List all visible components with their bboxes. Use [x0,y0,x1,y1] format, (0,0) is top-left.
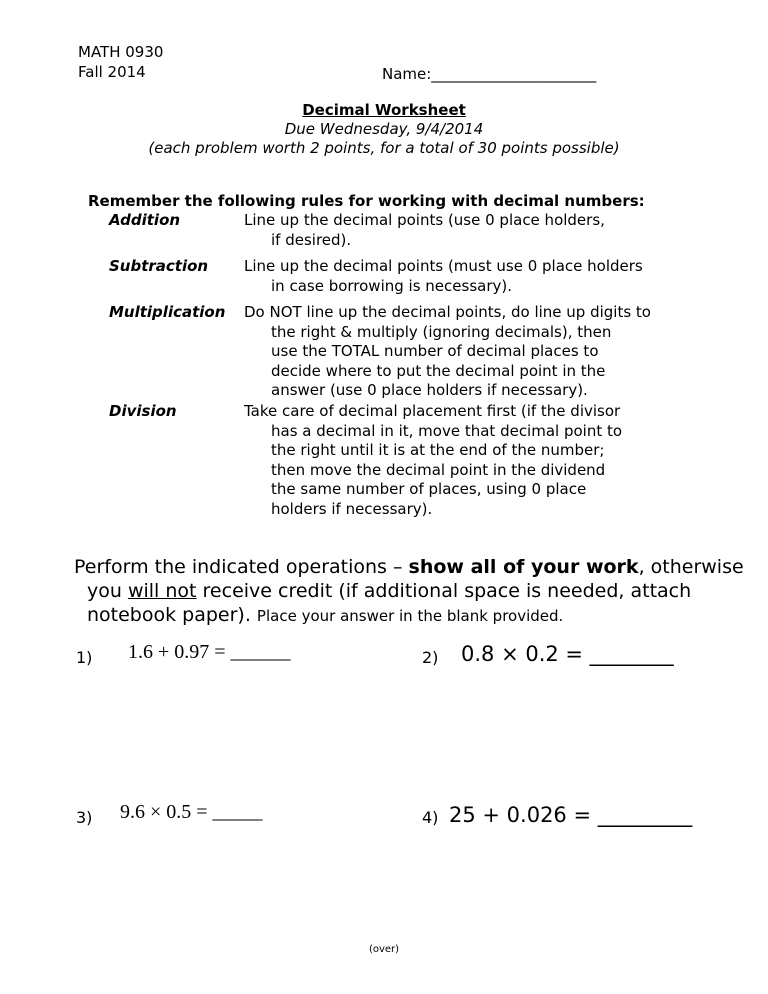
term-label: Fall 2014 [78,63,146,81]
rule-line: answer (use 0 place holders if necessary). [271,381,588,399]
rules-heading: Remember the following rules for working with decimal numbers: [88,192,645,210]
rule-line: Do NOT line up the decimal points, do line up digits to [244,303,651,321]
rule-line: Line up the decimal points (use 0 place holders, [244,211,605,229]
problem-3-number: 3) [76,808,93,827]
rule-line: Take care of decimal placement first (if the divisor [244,402,621,420]
rule-line: the same number of places, using 0 place [271,480,587,498]
rule-line: holders if necessary). [271,499,433,518]
rule-line: if desired). [271,230,352,249]
instructions-line-3 [87,603,563,628]
rule-line: the right & multiply (ignoring decimals), then [271,322,612,341]
instructions-bold: show all of your work [408,556,639,578]
rule-name-division: Division [109,402,177,420]
problem-4-number: 4) [422,808,439,827]
instructions-small: Place your answer in the blank provided. [256,607,564,625]
rule-text-division [244,402,622,519]
rule-name-addition: Addition [109,211,181,229]
rule-line: decide where to put the decimal point in the [271,361,606,380]
problem-1-expression: 1.6 + 0.97 = ______ [128,641,291,663]
instructions-text: you [87,580,128,602]
course-label: MATH 0930 [78,43,164,61]
rule-text-multiplication [244,303,651,401]
instructions-text: notebook paper). [87,604,251,626]
due-date: Due Wednesday, 9/4/2014 [284,120,484,138]
rule-text-subtraction [244,257,643,296]
rule-line: the right until it is at the end of the number; [271,441,605,459]
worksheet-title: Decimal Worksheet [302,101,466,119]
problem-1-number: 1) [76,648,93,667]
points-note: (each problem worth 2 points, for a total of 30 points possible) [148,139,620,157]
rule-line: in case borrowing is necessary). [271,276,512,295]
rule-name-subtraction: Subtraction [109,257,209,275]
rule-name-multiplication: Multiplication [109,303,226,321]
instructions-underline: will not [127,580,197,602]
instructions-text: , otherwise [638,556,744,578]
rule-line: then move the decimal point in the dividend [271,460,606,479]
instructions-text: Perform the indicated operations – [74,556,409,578]
problem-2-number: 2) [422,648,439,667]
problem-4-expression: 25 + 0.026 = _________ [449,803,693,827]
rule-line: Line up the decimal points (must use 0 place holders [244,257,643,275]
problem-3-expression: 9.6 × 0.5 = _____ [120,801,263,823]
page-footer-over: (over) [368,944,400,955]
problem-2-expression: 0.8 × 0.2 = ________ [461,642,674,666]
instructions-line-1 [74,555,744,579]
rule-line: has a decimal in it, move that decimal point to [271,421,623,440]
name-field-label: Name:______________________ [382,65,597,83]
instructions-text: receive credit (if additional space is needed, attach [196,580,692,602]
rule-line: use the TOTAL number of decimal places to [271,342,599,360]
instructions-line-2 [87,579,691,603]
rule-text-addition [244,211,605,250]
